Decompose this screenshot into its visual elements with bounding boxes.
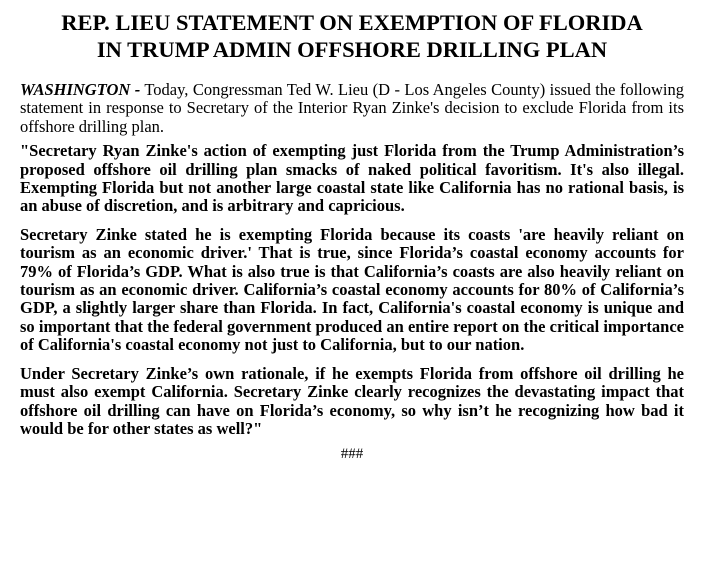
page-title	[20, 0, 684, 63]
title-line-2: IN TRUMP ADMIN OFFSHORE DRILLING PLAN	[96, 37, 608, 62]
intro-paragraph	[20, 81, 684, 136]
title-line-1: REP. LIEU STATEMENT ON EXEMPTION OF FLORIDA	[61, 10, 643, 35]
end-mark: ###	[340, 446, 364, 463]
statement-paragraph-2: Secretary Zinke stated he is exempting Florida because its coasts 'are heavily reliant on tourism as an economic driver.' That is true, since Florida’s coastal economy accounts for 79% of Florida’s GDP. What is also true is that California’s coasts are also heavily reliant on tourism as an economic driver. California’s coastal economy accounts for 80% of California’s GDP, a slightly larger share than Florida. In fact, California's coastal economy is unique and so important that the federal government produced an entire report on the critical importance of California's coastal economy not just to California, but to our nation.	[20, 224, 684, 355]
dateline: WASHINGTON -	[20, 80, 141, 99]
intro-text: Today, Congressman Ted W. Lieu (D - Los Angeles County) issued the following statement in response to Secretary of the Interior Ryan Zinke's decision to exclude Florida from its offshore drilling plan.	[20, 80, 685, 136]
statement-paragraph-1: "Secretary Ryan Zinke's action of exempting just Florida from the Trump Administration’s proposed offshore oil drilling plan smacks of naked political favoritism. It's also illegal. Exempting Florida but not another large coastal state like California has no rational basis, is an abuse of discretion, and is arbitrary and capricious.	[20, 141, 684, 216]
statement-paragraph-3: Under Secretary Zinke’s own rationale, if he exempts Florida from offshore oil drilling he must also exempt California. Secretary Zinke clearly recognizes the devastating impact that offshore oil drilling can have on Florida’s economy, so why isn’t he recognizing how bad it would be for other states as well?"	[20, 363, 684, 438]
